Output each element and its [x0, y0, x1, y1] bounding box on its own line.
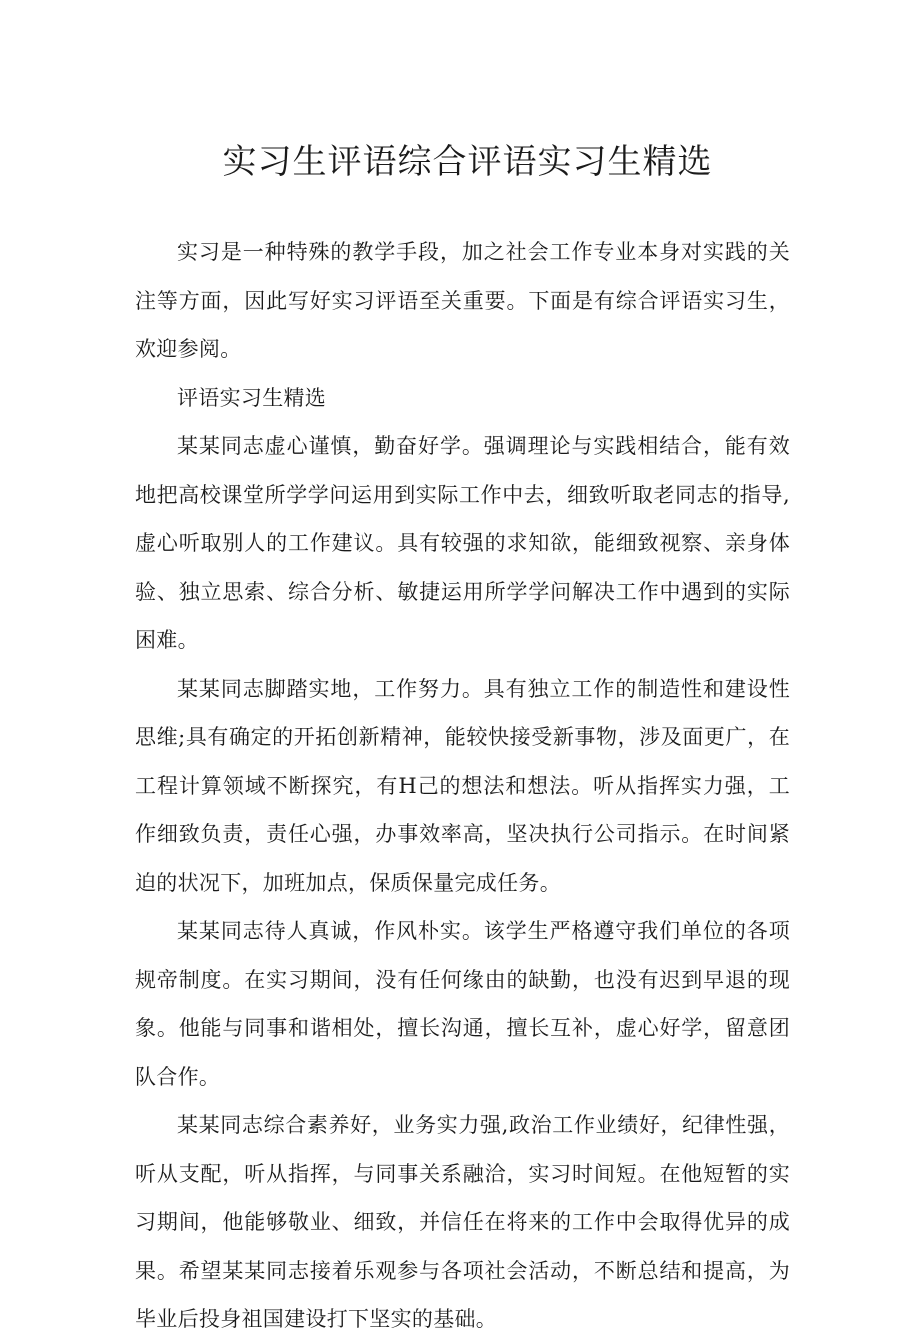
comment-paragraph-4: 某某同志综合素养好，业务实力强,政治工作业绩好，纪律性强，听从支配，听从指挥，与同事关系融洽，实习时间短。在他短暂的实习期间，他能够敬业、细致，并信任在将来的工作中会取得优异的成果。希望某某同志接着乐观参与各项社会活动，不断总结和提高，为毕业后投身祖国建设打下坚实的基础。: [135, 1113, 790, 1331]
document-body: [135, 228, 790, 1344]
intro-paragraph: 实习是一种特殊的教学手段，加之社会工作专业本身对实践的关注等方面，因此写好实习评语至关重要。下面是有综合评语实习生，欢迎参阅。: [135, 240, 790, 361]
comment-paragraph-3: 某某同志待人真诚，作风朴实。该学生严格遵守我们单位的各项规帝制度。在实习期间，没有任何缘由的缺勤，也没有迟到早退的现象。他能与同事和谐相处，擅长沟通，擅长互补，虚心好学，留意团队合作。: [135, 919, 790, 1089]
comment-paragraph-1: 某某同志虚心谨慎，勤奋好学。强调理论与实践相结合，能有效地把高校课堂所学学问运用到实际工作中去，细致听取老同志的指导,虚心听取别人的工作建议。具有较强的求知欲，能细致视察、亲身体验、独立思索、综合分析、敏捷运用所学学问解决工作中遇到的实际困难。: [135, 434, 790, 652]
comment-paragraph-2: 某某同志脚踏实地，工作努力。具有独立工作的制造性和建设性思维;具有确定的开拓创新精神，能较快接受新事物，涉及面更广，在工程计算领域不断探究，有H己的想法和想法。听从指挥实力强，工作细致负责，责任心强，办事效率高，坚决执行公司指示。在时间紧迫的状况下，加班加点，保质保量完成任务。: [135, 676, 790, 895]
section-heading: 评语实习生精选: [177, 385, 327, 410]
document-title: 实习生评语综合评语实习生精选: [222, 142, 713, 182]
